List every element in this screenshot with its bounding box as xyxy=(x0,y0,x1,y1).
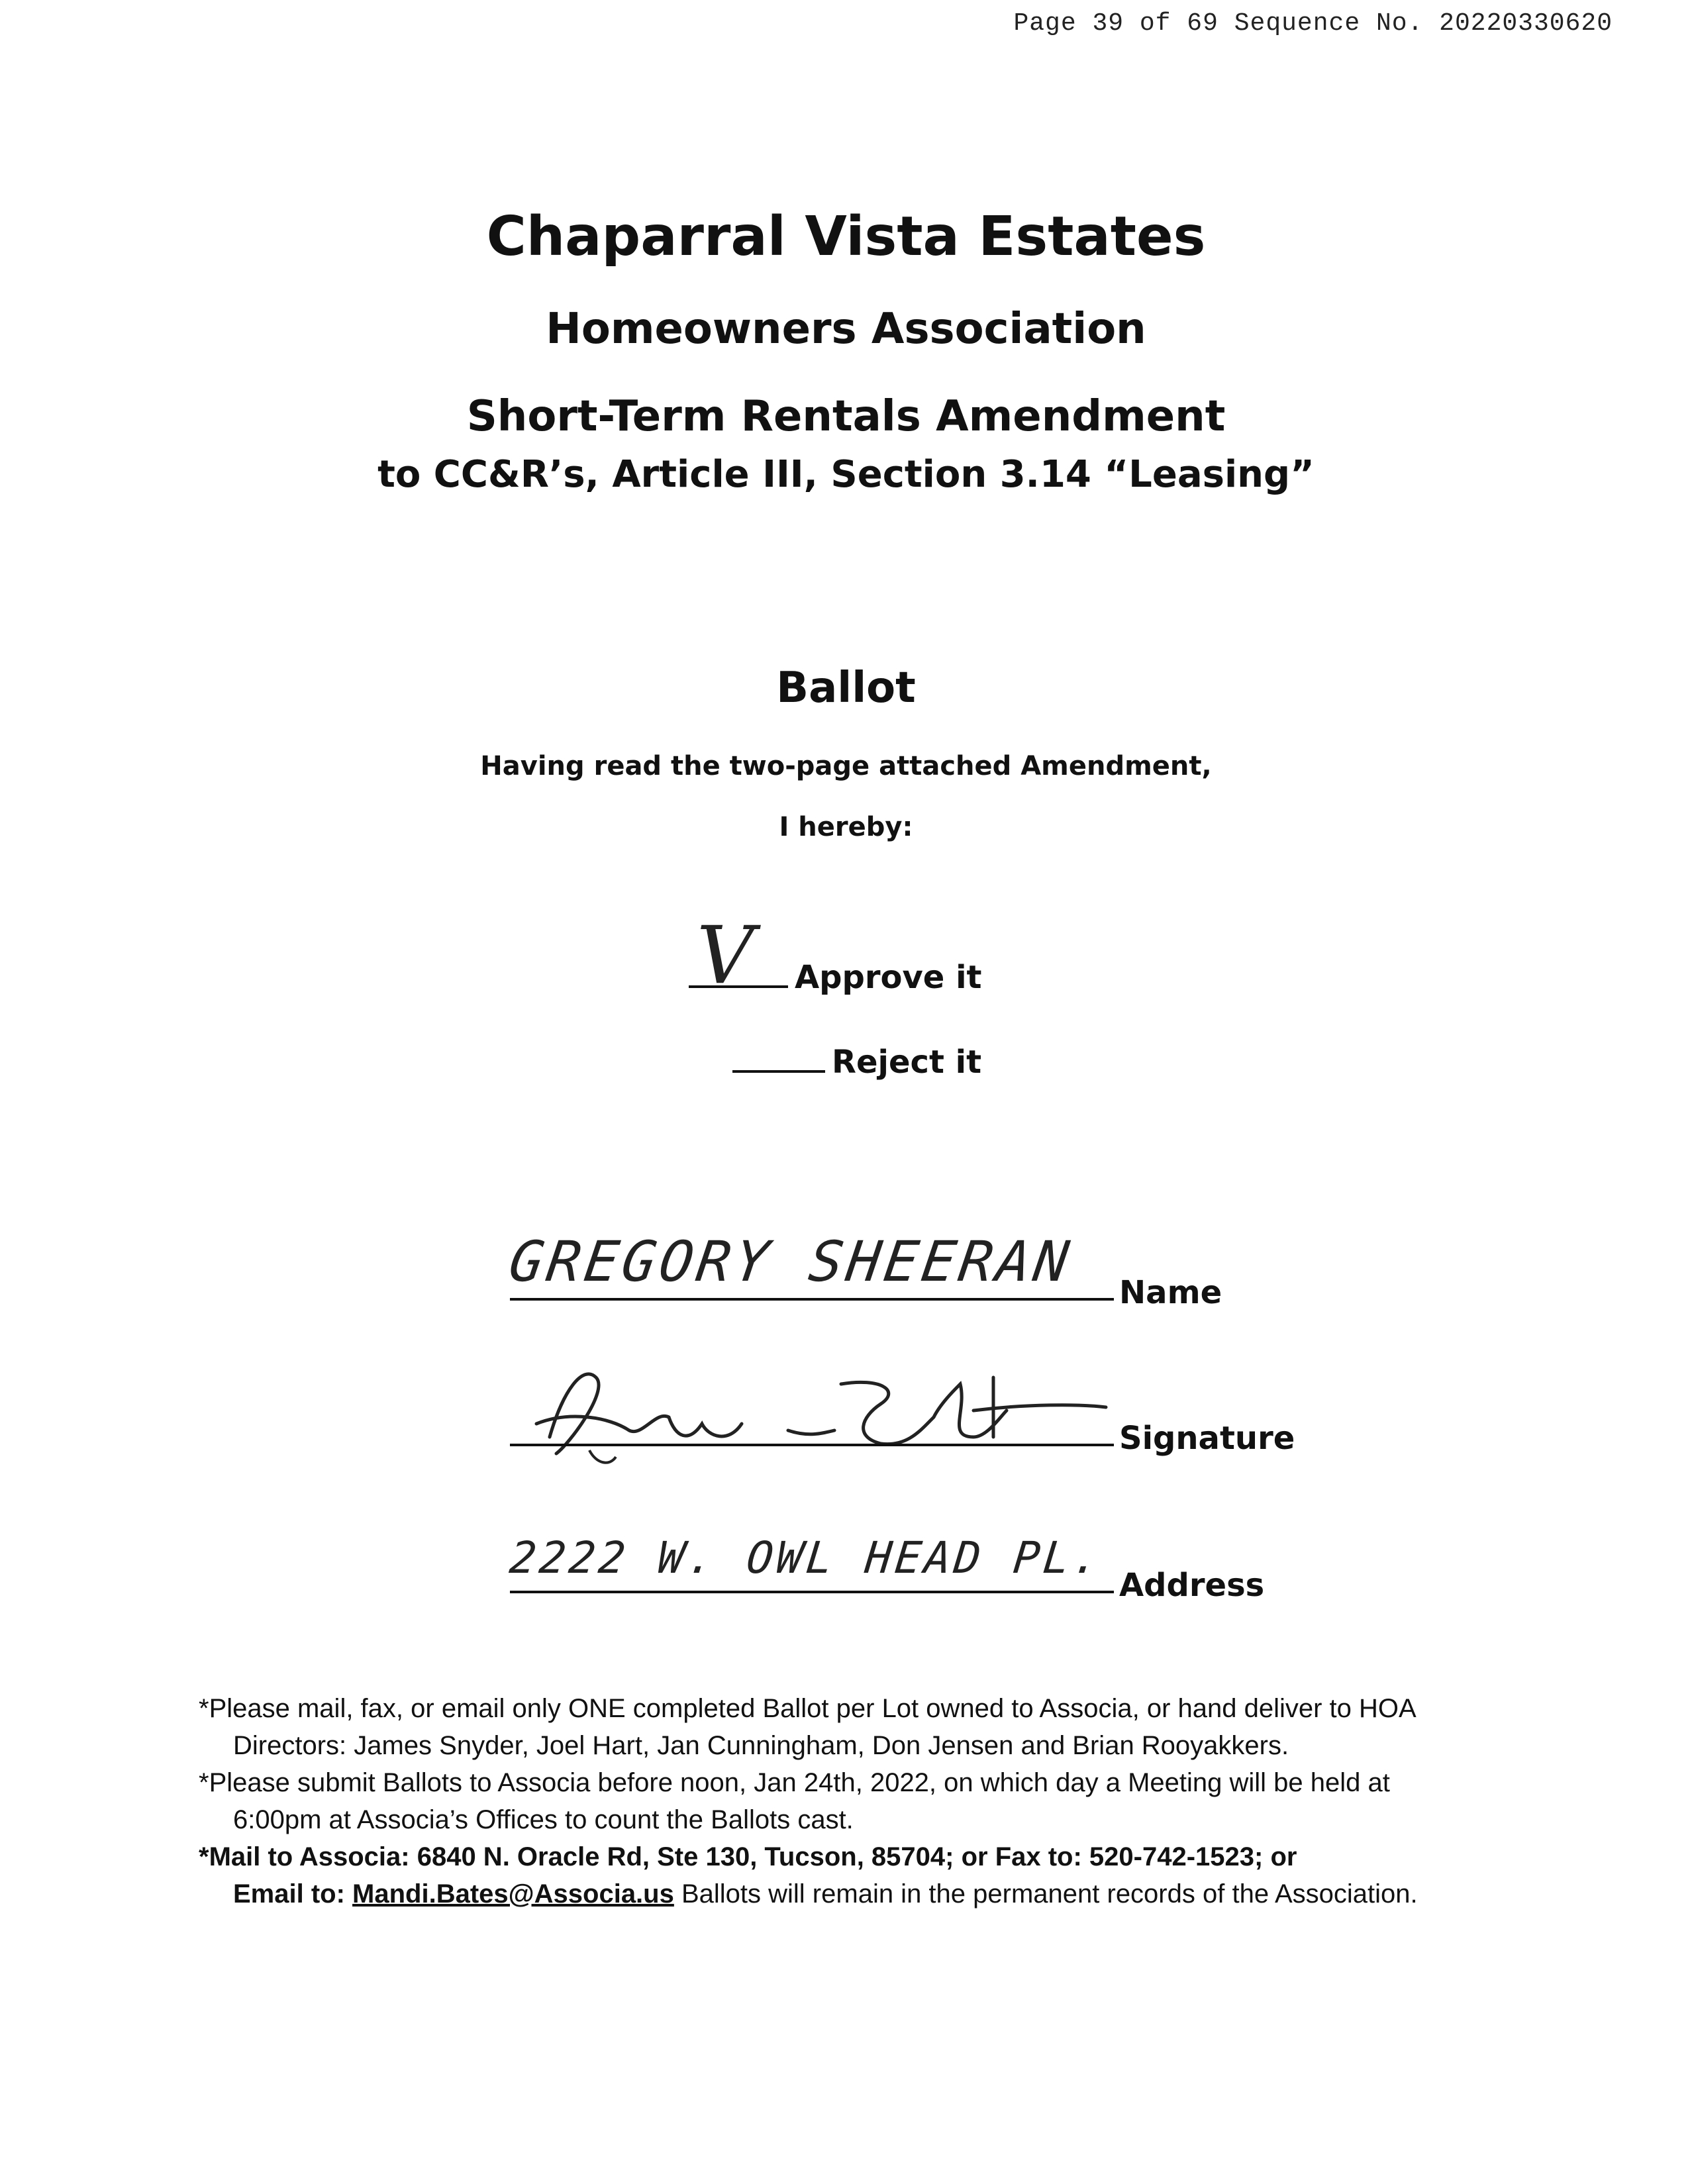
ballot-instructions xyxy=(199,1690,1523,1912)
reject-label: Reject it xyxy=(832,1044,982,1081)
records-note: Ballots will remain in the permanent records of the Association. xyxy=(673,1879,1418,1909)
ballot-intro: Having read the two-page attached Amendment, xyxy=(480,751,1212,781)
approve-label: Approve it xyxy=(795,959,982,996)
email-link[interactable]: Mandi.Bates@Associa.us xyxy=(352,1879,674,1909)
address-underline xyxy=(510,1591,1114,1593)
association-subtitle: Homeowners Association xyxy=(546,305,1146,354)
instruction-mail: *Please mail, fax, or email only ONE completed Ballot per Lot owned to Associa, or hand deliver to HOA xyxy=(199,1694,1417,1723)
amendment-title: Short-Term Rentals Amendment xyxy=(466,392,1226,441)
association-title: Chaparral Vista Estates xyxy=(486,205,1206,268)
reject-blank[interactable] xyxy=(732,1041,825,1073)
signature-underline xyxy=(510,1444,1114,1446)
approve-blank[interactable] xyxy=(689,910,788,1002)
name-handwritten-value: GREGORY SHEERAN xyxy=(505,1229,1077,1294)
reject-option[interactable] xyxy=(732,1041,981,1081)
name-label: Name xyxy=(1119,1274,1222,1311)
instruction-meeting: 6:00pm at Associa’s Offices to count the Ballots cast. xyxy=(233,1805,854,1834)
approve-option[interactable] xyxy=(689,910,982,1002)
ballot-intro-hereby: I hereby: xyxy=(779,812,913,842)
handwritten-signature xyxy=(510,1338,1114,1470)
email-prefix: Email to: xyxy=(233,1879,353,1909)
address-label: Address xyxy=(1119,1567,1265,1604)
instruction-mail-address: *Mail to Associa: 6840 N. Oracle Rd, Ste 130, Tucson, 85704; or Fax to: 520-742-1523; or xyxy=(199,1842,1297,1871)
instruction-deadline: *Please submit Ballots to Associa before noon, Jan 24th, 2022, on which day a Meeting will be held at xyxy=(199,1768,1390,1797)
instruction-email-line xyxy=(199,1875,1523,1912)
ballot-heading: Ballot xyxy=(776,664,916,713)
amendment-reference: to CC&R’s, Article III, Section 3.14 “Leasing” xyxy=(377,453,1315,496)
approve-check-mark: V xyxy=(697,910,754,1002)
address-handwritten-value: 2222 W. OWL HEAD PL. xyxy=(507,1532,1105,1583)
name-underline xyxy=(510,1298,1114,1301)
instruction-directors: Directors: James Snyder, Joel Hart, Jan Cunningham, Don Jensen and Brian Rooyakkers. xyxy=(233,1731,1289,1760)
page-sequence-header: Page 39 of 69 Sequence No. 20220330620 xyxy=(1013,9,1613,38)
signature-label: Signature xyxy=(1119,1420,1295,1457)
